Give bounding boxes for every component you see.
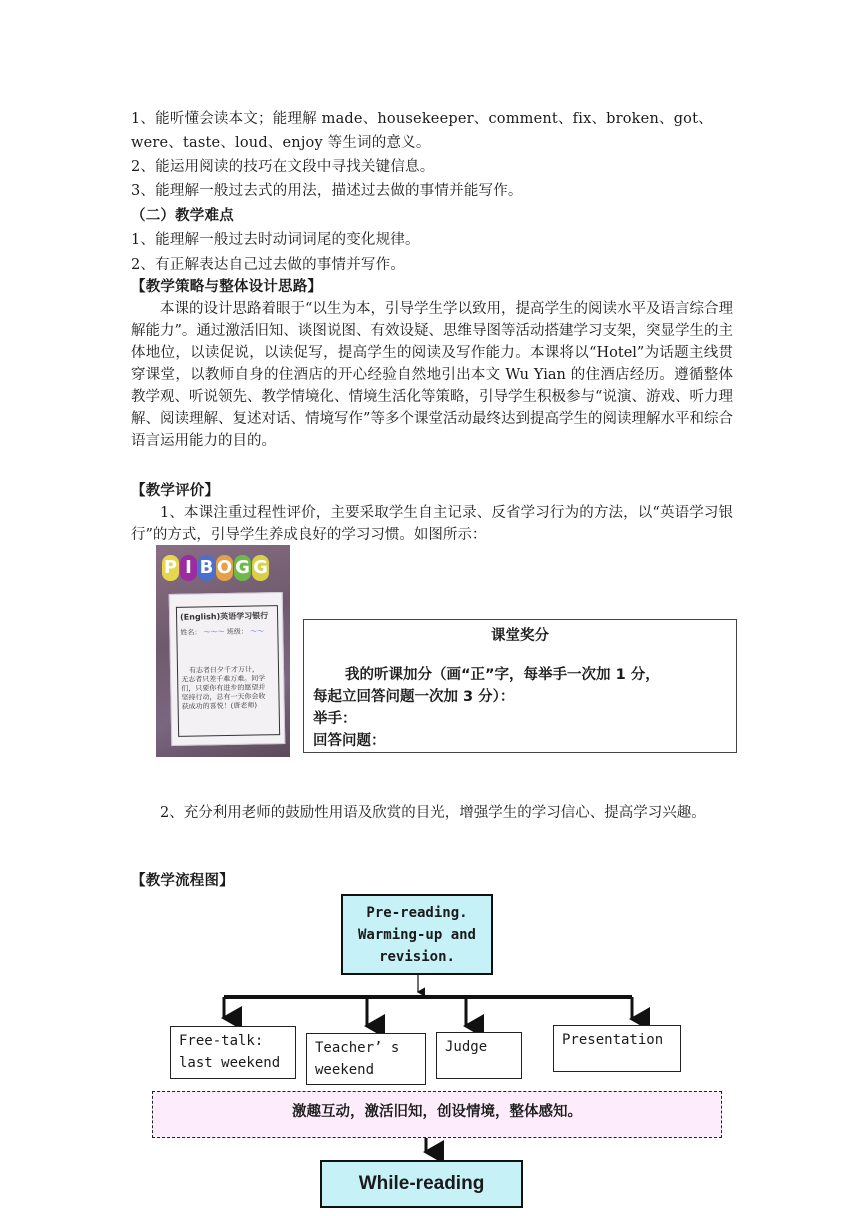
evaluation-item-2: 2、充分利用老师的鼓励性用语及欣赏的目光，增强学生的学习信心、提高学习兴趣。: [160, 805, 706, 821]
judge-label: Judge: [445, 1039, 488, 1055]
motto-line: 们，只要你有进步的愿望并: [181, 683, 266, 693]
pre-reading-box: [341, 894, 493, 975]
photo-card-name-row: 姓名： ～～～ 班级： ～～: [180, 627, 265, 637]
flowchart-heading: 【教学流程图】: [131, 872, 234, 889]
difficulty-1: 1、能理解一般过去时动词词尾的变化规律。: [131, 232, 420, 248]
teacher-weekend-box: [306, 1033, 426, 1085]
objective-1b: were、taste、loud、enjoy 等生词的意义。: [131, 135, 431, 151]
objective-2: 2、能运用阅读的技巧在文段中寻找关键信息。: [131, 159, 435, 175]
presentation-box: [553, 1025, 681, 1072]
reward-line-2: 每起立回答问题一次加 3 分）：: [313, 689, 515, 705]
pre-reading-line: Pre-reading.: [366, 905, 468, 921]
motto-line: 有志者日夕千才万计，: [188, 665, 260, 675]
banner-letter: O: [216, 555, 233, 581]
presentation-label: Presentation: [562, 1032, 664, 1048]
pre-reading-line: Warming-up and: [357, 927, 476, 943]
teacher-weekend-line: Teacher’ s: [315, 1040, 400, 1056]
free-talk-line: Free-talk:: [179, 1033, 264, 1049]
reward-line-1: 我的听课加分（画“正”字，每举手一次加 1 分，: [345, 667, 660, 683]
photo-card-title: (English)英语学习银行: [180, 611, 269, 622]
strategy-heading: 【教学策略与整体设计思路】: [131, 278, 323, 295]
banner-letter: I: [180, 555, 197, 581]
objective-1a: 1、能听懂会读本文；能理解 made、housekeeper、comment、fix、broken、got、: [131, 111, 713, 127]
banner-letter: G: [252, 555, 269, 581]
while-reading-box: While-reading: [320, 1160, 523, 1208]
reward-line-4: 回答问题：: [313, 733, 386, 749]
motto-line: 无志者只差千难万难。同学: [181, 674, 266, 684]
motto-line: 获成功的喜悦！(唐老师): [181, 701, 258, 711]
difficulties-heading: （二）教学难点: [131, 207, 234, 224]
reward-title: 课堂奖分: [491, 628, 549, 644]
judge-box: [436, 1032, 522, 1079]
strategy-paragraph: 本课的设计思路着眼于“以生为本，引导学生学以致用，提高学生的阅读水平及语言综合理解能力”。通过激活旧知、谈图说图、有效设疑、思维导图等活动搭建学习支架，突显学生的主体地位，以读促说，以读促写，提高学生的阅读及写作能力。本课将以“Hotel”为话题主线贯穿课堂，以教师自身的住酒店的开心经验自然地引出本文 Wu Yian 的住酒店经历。遵循整体教学观、听说领先、教学情境化、情境生活化等策略，引导学生积极参与“说演、游戏、听力理解、阅读理解、复述对话、情境写作”等多个课堂活动最终达到提高学生的阅读理解水平和综合语言运用能力的目的。: [131, 301, 733, 449]
teacher-weekend-line: weekend: [315, 1062, 375, 1078]
evaluation-heading: 【教学评价】: [131, 482, 220, 499]
difficulty-2: 2、有正解表达自己过去做的事情并写作。: [131, 257, 406, 273]
pre-reading-line: revision.: [379, 949, 455, 965]
reward-line-3: 举手：: [313, 711, 357, 727]
motto-line: 坚持行动，总有一天你会收: [181, 692, 266, 702]
free-talk-line: last weekend: [179, 1055, 281, 1071]
free-talk-box: [170, 1026, 296, 1079]
objective-3: 3、能理解一般过去式的用法，描述过去做的事情并能写作。: [131, 183, 523, 199]
banner-letter: B: [198, 555, 215, 581]
banner-letter: P: [162, 555, 179, 581]
banner-letter: G: [234, 555, 251, 581]
name-label: 姓名：: [180, 628, 202, 637]
class-label: 班级：: [226, 627, 248, 636]
summary-box: 激趣互动，激活旧知，创设情境，整体感知。: [152, 1091, 722, 1138]
evaluation-item-1: 1、本课注重过程性评价，主要采取学生自主记录、反省学习行为的方法，以“英语学习银行”的方式，引导学生养成良好的学习习惯。如图所示：: [131, 505, 733, 543]
